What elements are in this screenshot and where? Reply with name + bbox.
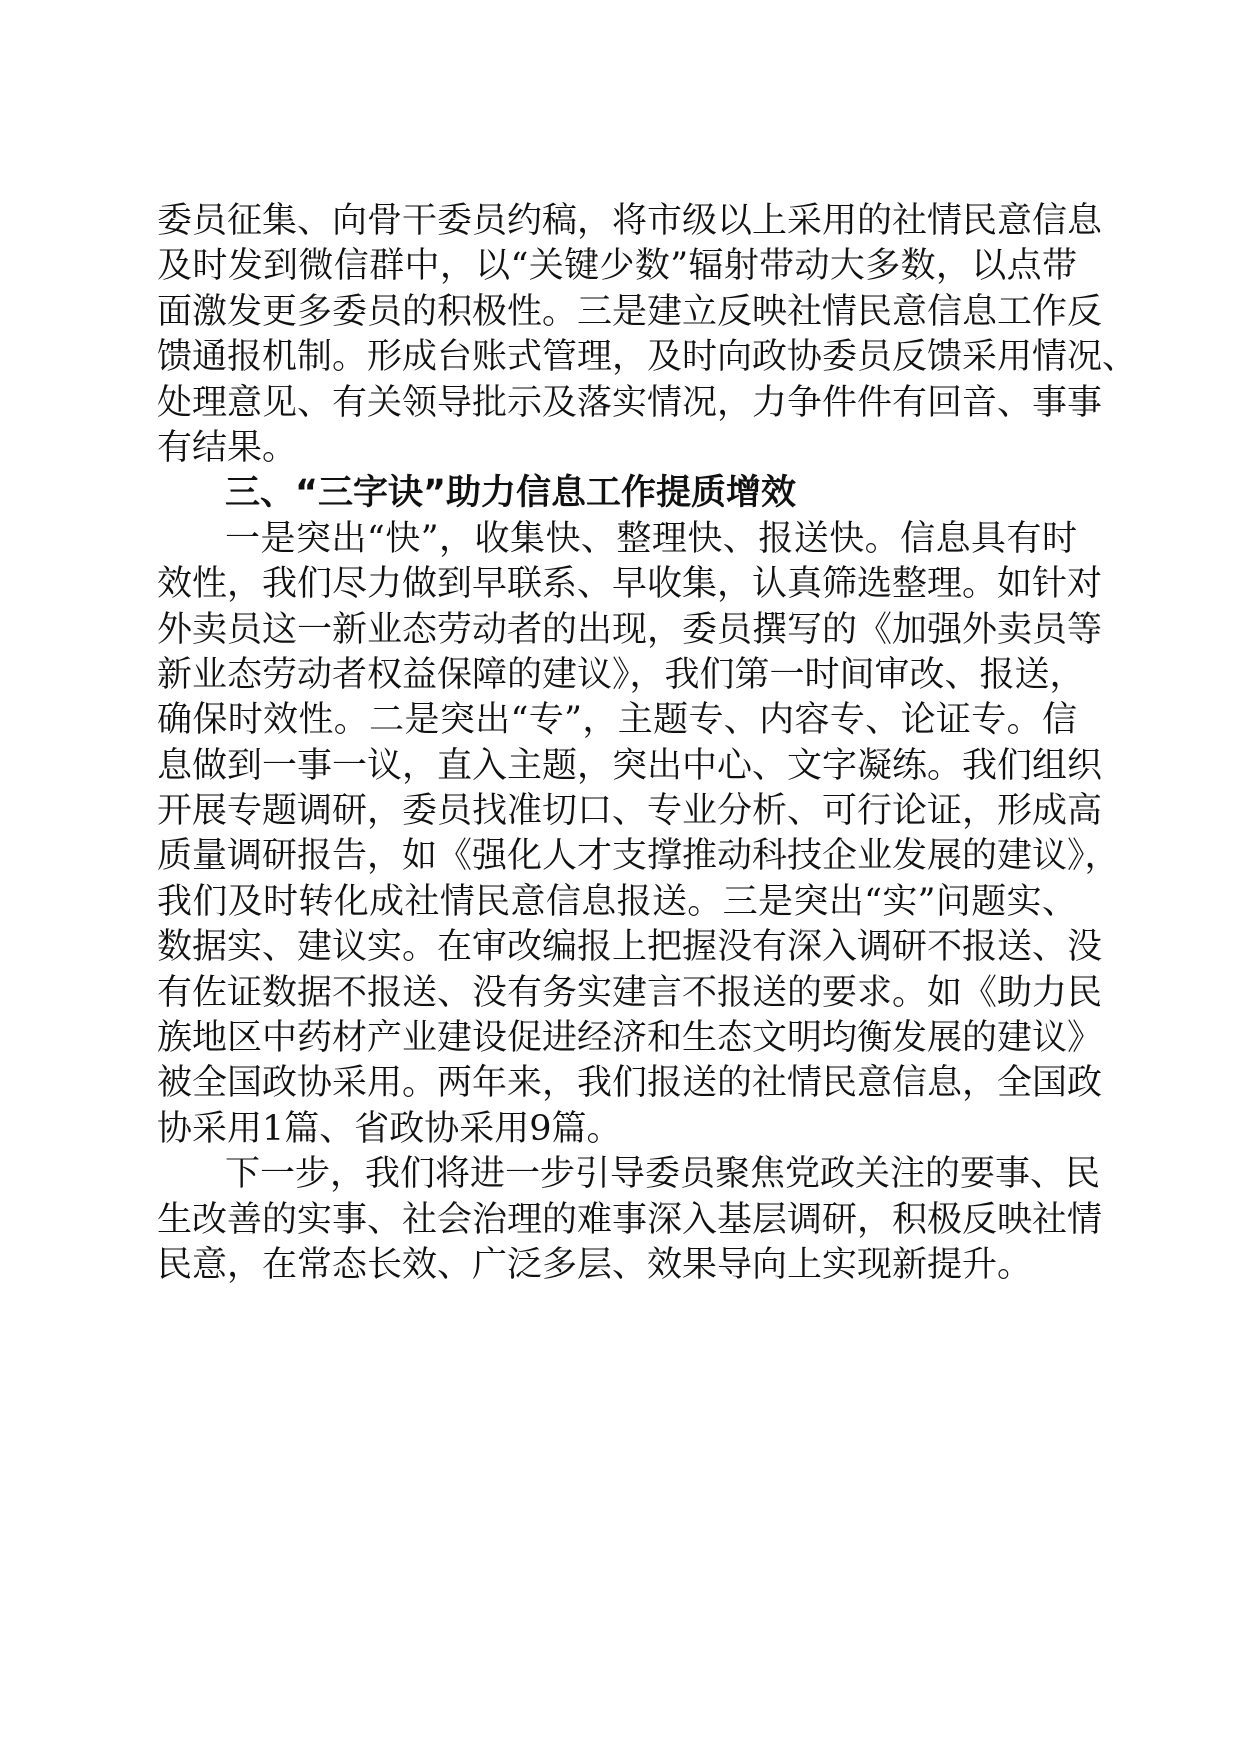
document-page	[157, 199, 1138, 1288]
text-line: 外卖员这一新业态劳动者的出现，委员撰写的《加强外卖员等	[157, 609, 1103, 650]
text-line: 新业态劳动者权益保障的建议》，我们第一时间审改、报送，	[157, 654, 1085, 695]
text-line: 协采用1篇、省政协采用9篇。	[157, 1108, 622, 1149]
text-line: 被全国政协采用。两年来，我们报送的社情民意信息，全国政	[157, 1063, 1103, 1104]
text-line: 馈通报机制。形成台账式管理，及时向政协委员反馈采用情况、	[157, 337, 1138, 378]
paragraph	[157, 517, 1120, 1152]
text-line: 数据实、建议实。在审改编报上把握没有深入调研不报送、没	[157, 927, 1103, 968]
heading-text: 三、“三字诀”助力信息工作提质增效	[225, 473, 797, 514]
section-heading	[157, 471, 1077, 516]
text-line: 族地区中药材产业建设促进经济和生态文明均衡发展的建议》	[157, 1018, 1103, 1059]
text-line: 有结果。	[157, 427, 298, 468]
text-line: 委员征集、向骨干委员约稿，将市级以上采用的社情民意信息	[157, 201, 1103, 241]
text-line: 处理意见、有关领导批示及落实情况，力争件件有回音、事事	[157, 382, 1103, 423]
text-line: 有佐证数据不报送、没有务实建言不报送的要求。如《助力民	[157, 972, 1103, 1013]
text-line: 一是突出“快”，收集快、整理快、报送快。信息具有时	[225, 518, 1077, 559]
text-line: 生改善的实事、社会治理的难事深入基层调研，积极反映社情	[157, 1199, 1103, 1240]
text-line: 面激发更多委员的积极性。三是建立反映社情民意信息工作反	[157, 291, 1103, 332]
text-line: 开展专题调研，委员找准切口、专业分析、可行论证，形成高	[157, 791, 1103, 832]
text-line: 民意，在常态长效、广泛多层、效果导向上实现新提升。	[157, 1244, 1033, 1285]
text-line: 效性，我们尽力做到早联系、早收集，认真筛选整理。如针对	[157, 564, 1103, 605]
text-line: 确保时效性。二是突出“专”，主题专、内容专、论证专。信	[157, 700, 1077, 741]
text-line: 质量调研报告，如《强化人才支撑推动科技企业发展的建议》，	[157, 836, 1120, 877]
text-line: 我们及时转化成社情民意信息报送。三是突出“实”问题实、	[157, 881, 1077, 922]
text-line: 下一步，我们将进一步引导委员聚焦党政关注的要事、民	[225, 1154, 1101, 1195]
paragraph	[157, 199, 1138, 471]
paragraph	[157, 1152, 1103, 1288]
text-line: 息做到一事一议，直入主题，突出中心、文字凝练。我们组织	[157, 745, 1103, 786]
text-line: 及时发到微信群中，以“关键少数”辐射带动大多数，以点带	[157, 246, 1077, 287]
